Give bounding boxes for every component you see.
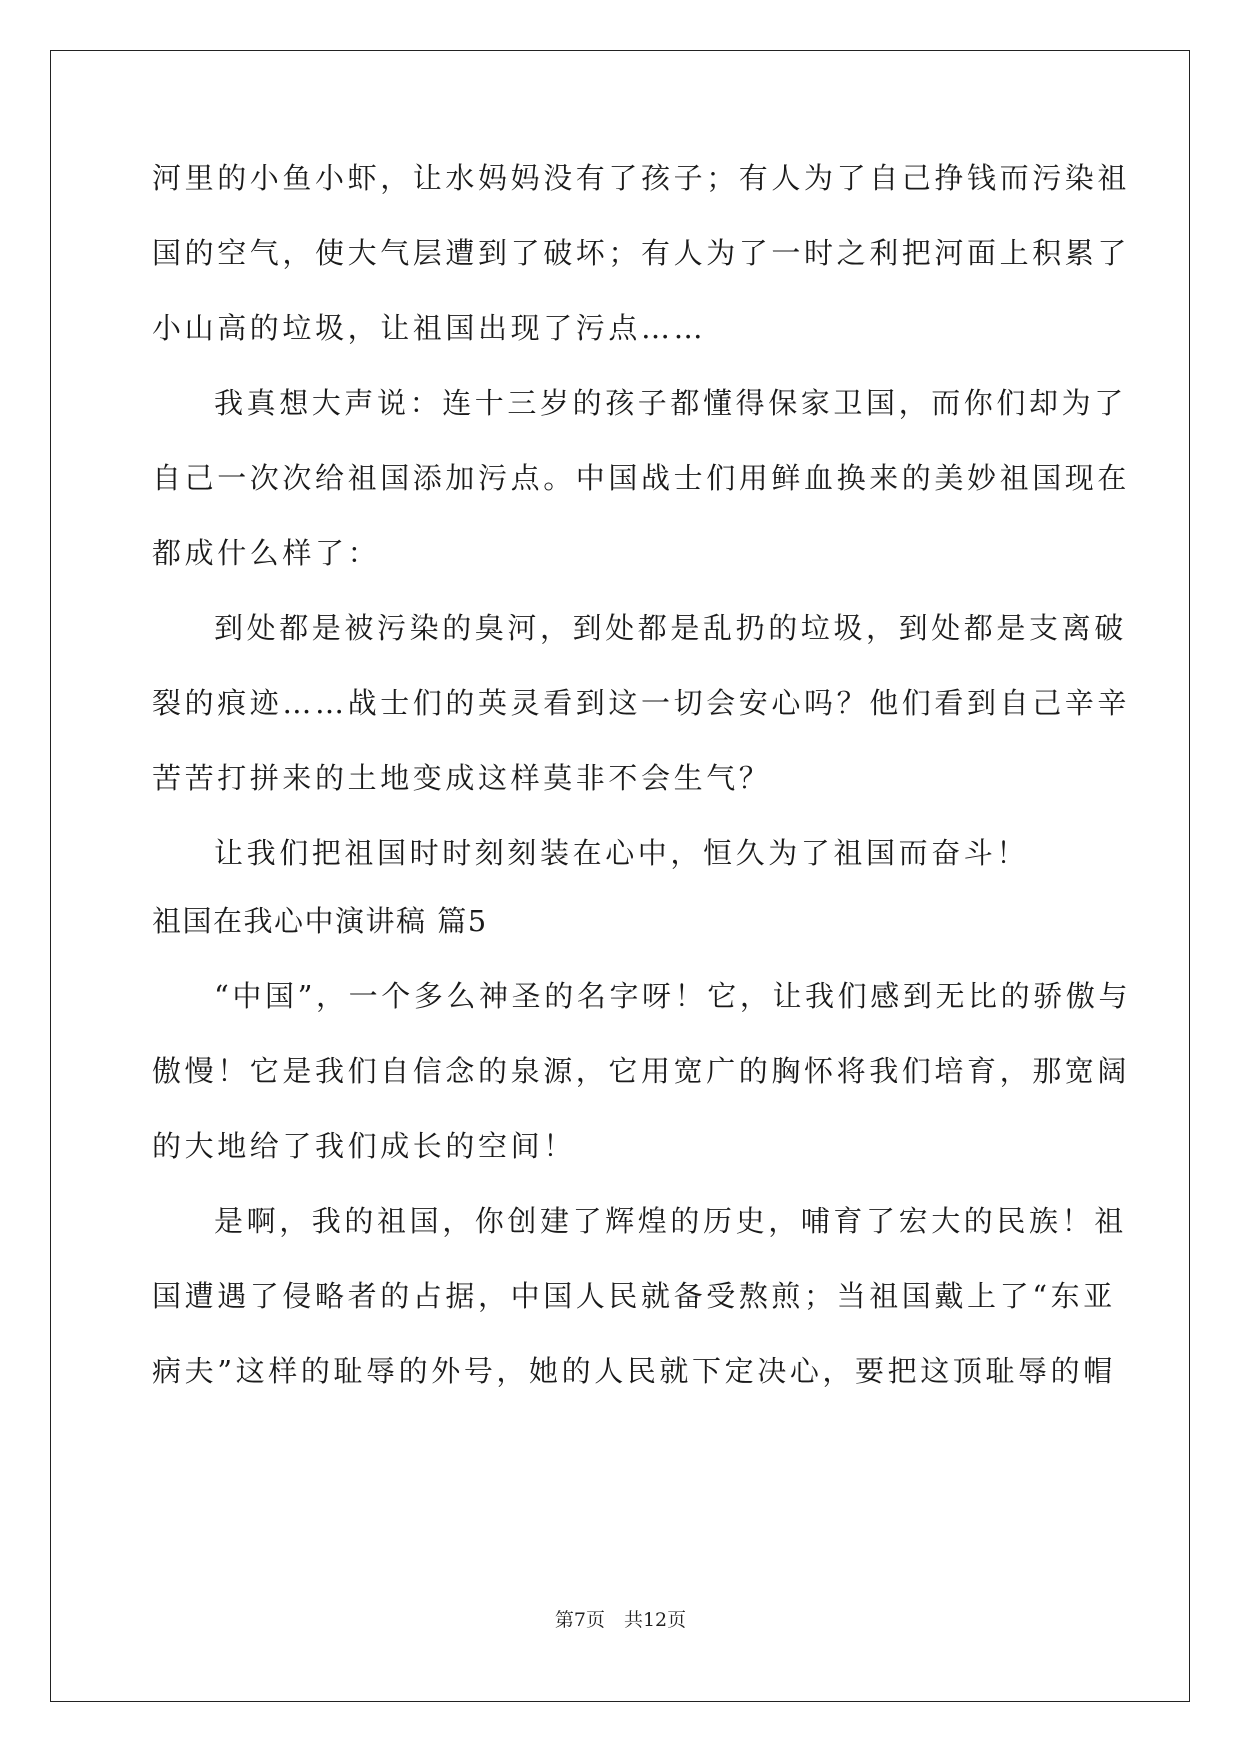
- text-line: 自己一次次给祖国添加污点。中国战士们用鲜血换来的美妙祖国现在: [152, 461, 1131, 495]
- text-line: 都成什么样了：: [152, 536, 381, 570]
- text-line: 病夫”这样的耻辱的外号，她的人民就下定决心，要把这顶耻辱的帽: [152, 1354, 1116, 1388]
- text-line: 到处都是被污染的臭河，到处都是乱扔的垃圾，到处都是支离破: [214, 611, 1127, 645]
- text-line: “中国”，一个多么神圣的名字呀！它，让我们感到无比的骄傲与: [214, 979, 1132, 1013]
- text-line: 小山高的垃圾，让祖国出现了污点……: [152, 311, 707, 345]
- section-heading: 祖国在我心中演讲稿 篇5: [152, 904, 488, 938]
- text-line: 的大地给了我们成长的空间！: [152, 1129, 576, 1163]
- text-line: 傲慢！它是我们自信念的泉源，它用宽广的胸怀将我们培育，那宽阔: [152, 1054, 1131, 1088]
- text-line: 是啊，我的祖国，你创建了辉煌的历史，哺育了宏大的民族！祖: [214, 1204, 1127, 1238]
- text-line: 河里的小鱼小虾，让水妈妈没有了孩子；有人为了自己挣钱而污染祖: [152, 161, 1131, 195]
- page-border: [50, 50, 1190, 1702]
- text-line: 国的空气，使大气层遭到了破坏；有人为了一时之利把河面上积累了: [152, 236, 1131, 270]
- text-line: 裂的痕迹……战士们的英灵看到这一切会安心吗？他们看到自己辛辛: [152, 686, 1131, 720]
- page-number: 第7页 共12页: [554, 1609, 687, 1631]
- text-line: 苦苦打拼来的土地变成这样莫非不会生气？: [152, 761, 772, 795]
- text-line: 让我们把祖国时时刻刻装在心中，恒久为了祖国而奋斗！: [214, 836, 1030, 870]
- text-line: 国遭遇了侵略者的占据，中国人民就备受熬煎；当祖国戴上了“东亚: [152, 1279, 1116, 1313]
- text-line: 我真想大声说：连十三岁的孩子都懂得保家卫国，而你们却为了: [214, 386, 1127, 420]
